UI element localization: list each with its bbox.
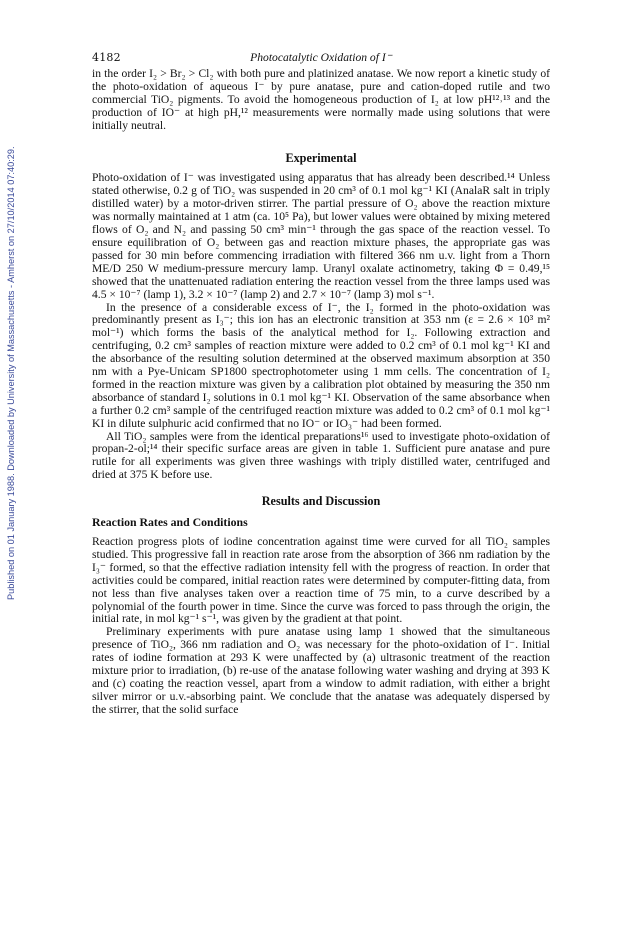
- reaction-rates-subheading: Reaction Rates and Conditions: [92, 515, 248, 530]
- running-header: [92, 52, 550, 65]
- results-paragraph-2: Preliminary experiments with pure anatase using lamp 1 showed that the simultaneous presence of TiO₂, 366 nm radiation and O₂ was necessary for the photo-oxidation of I⁻. Initial rates of iodine formation at 293 K were unaffected by (a) ultrasonic treatment of the reaction mixture prior to irradiation, (b) re-use of the anatase following water washing and drying at 393 K and (c) coating the reaction vessel, apart from a window to admit radiation, with either a bright silver mirror or u.v.-absorbing paint. We conclude that the anatase was adequately dispersed by the stirrer, that the solid surface: [92, 625, 550, 716]
- page-number: 4182: [92, 51, 121, 64]
- experimental-paragraph-1: Photo-oxidation of I⁻ was investigated using apparatus that has already been described.¹⁴ Unless stated otherwise, 0.2 g of TiO₂ was suspended in 20 cm³ of 0.1 mol kg⁻¹ KI (AnalaR salt in triply distilled water) by a motor-driven stirrer. The partial pressure of O₂ above the reaction mixture was normally maintained at 1 atm (ca. 10⁵ Pa), but lower values were obtained by mixing metered flows of O₂ and N₂ and passing 50 cm³ min⁻¹ through the gas space of the reaction vessel. To ensure equilibration of O₂ between gas and reaction mixture phases, the appropriate gas was passed for 30 min before commencing irradiation with filtered 366 nm u.v. light from a Thorn ME/D 250 W medium-pressure mercury lamp. Uranyl oxalate actinometry, taking Φ = 0.49,¹⁵ showed that the unattenuated radiation entering the reaction vessel from the three lamps used was 4.5 × 10⁻⁷ (lamp 1), 3.2 × 10⁻⁷ (lamp 2) and 2.7 × 10⁻⁷ (lamp 3) mol s⁻¹.: [92, 171, 550, 301]
- experimental-paragraph-3: All TiO₂ samples were from the identical preparations¹⁶ used to investigate photo-oxidation of propan-2-ol;¹⁴ their specific surface areas are given in table 1. Sufficient pure anatase and pure rutile for all experiments was given three washings with triply distilled water, centrifuged and dried at 375 K before use.: [92, 429, 550, 482]
- article-page: [92, 52, 550, 717]
- running-title: Photocatalytic Oxidation of I⁻: [250, 51, 392, 64]
- download-notice: Published on 01 January 1988. Downloaded by University of Massachusetts - Amherst on 27/10/2014 07:40:29.: [6, 146, 16, 600]
- experimental-paragraph-2: In the presence of a considerable excess of I⁻, the I₂ formed in the photo-oxidation was predominantly present as I₃⁻; this ion has an electronic transition at 353 nm (ε = 2.6 × 10³ m² mol⁻¹) which forms the basis of the analytical method for I₂. Following extraction and centrifuging, 0.2 cm³ samples of reaction mixture were added to 0.2 cm³ of 0.1 mol kg⁻¹ KI and the absorbance of the resulting solution determined at the observed maximum absorption at 350 nm with a Pye-Unicam SP1800 spectrophotometer using 1 mm cells. The concentration of I₂ formed in the reaction mixture was given by a calibration plot obtained by measuring the 350 nm absorbance of standard I₂ solutions in 0.1 mol kg⁻¹ KI. Observation of the same absorbance when a further 0.2 cm³ sample of the centrifuged reaction mixture was added to 0.2 cm³ of 0.1 mol kg⁻¹ KI in dilute sulphuric acid confirmed that no IO⁻ or IO₃⁻ had been formed.: [92, 300, 550, 430]
- experimental-heading: Experimental: [285, 150, 357, 165]
- download-watermark: [4, 40, 18, 600]
- results-paragraph-1: Reaction progress plots of iodine concentration against time were curved for all TiO₂ samples studied. This progressive fall in reaction rate arose from the absorption of 366 nm radiation by the I₃⁻ formed, so that the effective radiation intensity fell with the progress of reaction. In order that activities could be compared, initial reaction rates were determined by computer-fitting data, from not less than five analyses taken over a reaction time of 75 min, to a curve described by a polynomial of the fourth power in time. Since the curve was forced to pass through the origin, the initial rate, in mol kg⁻¹ s⁻¹, was given by the gradient at that point.: [92, 535, 550, 626]
- results-heading: Results and Discussion: [261, 494, 381, 509]
- intro-paragraph: in the order I₂ > Br₂ > Cl₂ with both pure and platinized anatase. We now report a kinetic study of the photo-oxidation of aqueous I⁻ by pure anatase, pure and cation-doped rutile and two commercial TiO₂ pigments. To avoid the homogeneous production of I₂ at low pH¹²˒¹³ and the production of IO⁻ at high pH,¹² measurements were normally made using solutions that were initially neutral.: [92, 67, 550, 132]
